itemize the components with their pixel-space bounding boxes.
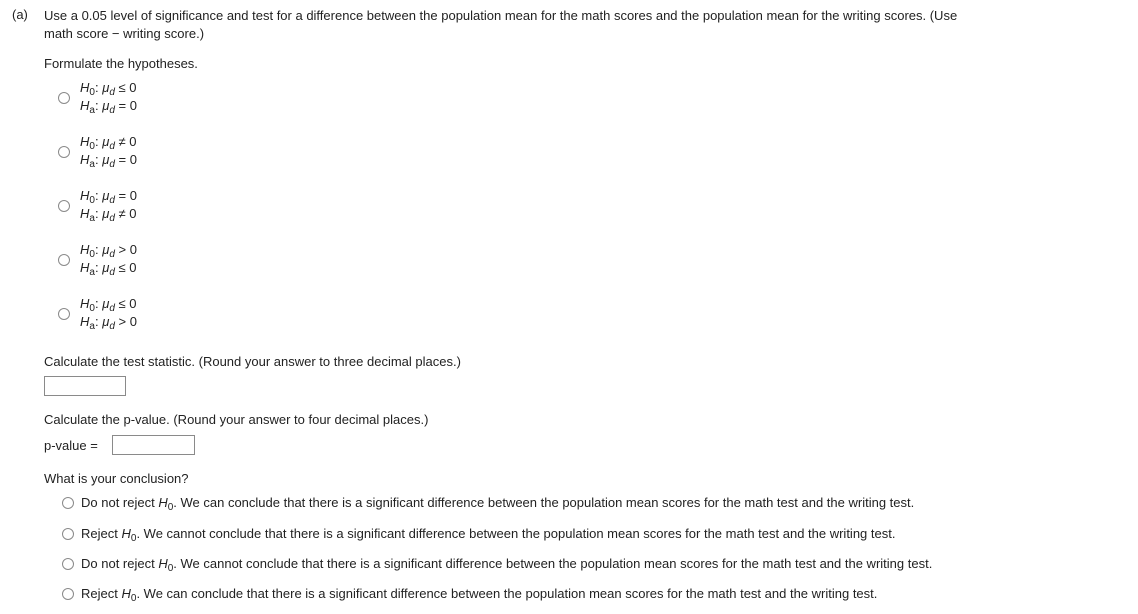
h0-relation: ≤ 0	[118, 296, 137, 311]
alt-hypothesis-5: $H_a$: $\mu_d > 0$	[80, 314, 137, 332]
ha-relation: ≤ 0	[118, 260, 137, 275]
hypotheses-label: Formulate the hypotheses.	[44, 56, 198, 71]
conclusion-text-1	[81, 495, 915, 513]
conclusion-text-3	[81, 556, 933, 574]
conclusion-text-4	[81, 586, 878, 604]
d-subscript: d	[109, 303, 115, 314]
hypothesis-radio-2[interactable]	[58, 146, 70, 158]
hypothesis-radio-4[interactable]	[58, 254, 70, 266]
h0-symbol: H	[80, 134, 90, 149]
conclusion-lead: Reject	[81, 526, 118, 541]
h0-subscript: 0	[89, 195, 95, 206]
d-subscript: d	[109, 159, 115, 170]
h0-symbol: H	[80, 80, 90, 95]
conclusion-radio-4[interactable]	[62, 588, 74, 600]
h0-relation: ≤ 0	[118, 80, 137, 95]
mu-symbol: μ	[102, 314, 110, 329]
ha-relation: ≠ 0	[118, 206, 137, 221]
mu-symbol: μ	[102, 152, 110, 167]
question-intro-line-2: math score − writing score.)	[44, 26, 205, 41]
ha-subscript: a	[89, 105, 95, 116]
p-value-input[interactable]	[112, 435, 195, 455]
conclusion-lead: Do not reject	[81, 556, 155, 571]
mu-symbol: μ	[102, 98, 110, 113]
conclusion-rest: . We cannot conclude that there is a significant difference between the population mean scores for the math test and the writing test.	[136, 526, 896, 541]
h0-symbol: H	[80, 188, 90, 203]
h0-relation: = 0	[118, 188, 137, 203]
ha-subscript: a	[89, 267, 95, 278]
null-hypothesis-5: $H_0$: $\mu_d \le 0$	[80, 296, 137, 314]
h0-symbol: H	[80, 296, 90, 311]
conclusion-radio-1[interactable]	[62, 497, 74, 509]
h0-subscript: 0	[89, 303, 95, 314]
conclusion-lead: Reject	[81, 586, 118, 601]
ha-subscript: a	[89, 159, 95, 170]
ha-symbol: H	[80, 152, 90, 167]
conclusion-radio-2[interactable]	[62, 528, 74, 540]
h0-subscript: 0	[167, 502, 174, 513]
ha-relation: = 0	[118, 98, 137, 113]
mu-symbol: μ	[102, 134, 110, 149]
hypothesis-option-4[interactable]	[58, 242, 258, 286]
hypothesis-option-2[interactable]	[58, 134, 258, 178]
mu-symbol: μ	[102, 188, 110, 203]
alt-hypothesis-1: $H_a$: $\mu_d = 0$	[80, 98, 137, 116]
ha-symbol: H	[80, 260, 90, 275]
d-subscript: d	[109, 267, 115, 278]
null-hypothesis-4: $H_0$: $\mu_d > 0$	[80, 242, 137, 260]
conclusion-rest: . We can conclude that there is a significant difference between the population mean scores for the math test and the writing test.	[173, 495, 915, 510]
d-subscript: d	[109, 213, 115, 224]
h0-subscript: 0	[89, 249, 95, 260]
ha-relation: > 0	[118, 314, 137, 329]
mu-symbol: μ	[102, 80, 110, 95]
h0-subscript: 0	[130, 593, 137, 604]
h0-symbol: H	[80, 242, 90, 257]
d-subscript: d	[109, 105, 115, 116]
alt-hypothesis-3: $H_a$: $\mu_d \ne 0$	[80, 206, 137, 224]
h0-symbol: H	[121, 526, 131, 541]
alt-hypothesis-2: $H_a$: $\mu_d = 0$	[80, 152, 137, 170]
hypothesis-radio-3[interactable]	[58, 200, 70, 212]
question-intro	[44, 7, 1124, 43]
h0-relation: ≠ 0	[118, 134, 137, 149]
p-value-field-label: p-value =	[44, 438, 98, 453]
ha-symbol: H	[80, 98, 90, 113]
mu-symbol: μ	[102, 206, 110, 221]
h0-symbol: H	[121, 586, 131, 601]
h0-subscript: 0	[89, 87, 95, 98]
h0-symbol: H	[158, 495, 168, 510]
conclusion-rest: . We cannot conclude that there is a significant difference between the population mean scores for the math test and the writing test.	[173, 556, 933, 571]
mu-symbol: μ	[102, 296, 110, 311]
d-subscript: d	[109, 195, 115, 206]
conclusion-lead: Do not reject	[81, 495, 155, 510]
part-label: (a)	[12, 7, 28, 22]
conclusion-text-2	[81, 526, 896, 544]
h0-subscript: 0	[130, 533, 137, 544]
d-subscript: d	[109, 141, 115, 152]
d-subscript: d	[109, 321, 115, 332]
ha-symbol: H	[80, 206, 90, 221]
null-hypothesis-1: $H_0$: $\mu_d \le 0$	[80, 80, 137, 98]
h0-symbol: H	[158, 556, 168, 571]
d-subscript: d	[109, 87, 115, 98]
mu-symbol: μ	[102, 260, 110, 275]
question-intro-line-1: Use a 0.05 level of significance and test for a difference between the population mean for the math scores and the population mean for the writing scores. (Use	[44, 8, 958, 23]
test-statistic-input[interactable]	[44, 376, 126, 396]
conclusion-radio-3[interactable]	[62, 558, 74, 570]
ha-subscript: a	[89, 213, 95, 224]
d-subscript: d	[109, 249, 115, 260]
ha-subscript: a	[89, 321, 95, 332]
conclusion-rest: . We can conclude that there is a significant difference between the population mean scores for the math test and the writing test.	[136, 586, 878, 601]
hypothesis-option-1[interactable]	[58, 80, 258, 124]
hypothesis-radio-1[interactable]	[58, 92, 70, 104]
null-hypothesis-3: $H_0$: $\mu_d = 0$	[80, 188, 137, 206]
h0-subscript: 0	[89, 141, 95, 152]
null-hypothesis-2: $H_0$: $\mu_d \ne 0$	[80, 134, 137, 152]
hypothesis-option-3[interactable]	[58, 188, 258, 232]
mu-symbol: μ	[102, 242, 110, 257]
ha-symbol: H	[80, 314, 90, 329]
alt-hypothesis-4: $H_a$: $\mu_d \le 0$	[80, 260, 137, 278]
h0-subscript: 0	[167, 563, 174, 574]
h0-relation: > 0	[118, 242, 137, 257]
ha-relation: = 0	[118, 152, 137, 167]
test-statistic-label: Calculate the test statistic. (Round your answer to three decimal places.)	[44, 354, 461, 369]
hypothesis-radio-5[interactable]	[58, 308, 70, 320]
conclusion-label: What is your conclusion?	[44, 471, 189, 486]
p-value-label: Calculate the p-value. (Round your answer to four decimal places.)	[44, 412, 429, 427]
hypothesis-option-5[interactable]	[58, 296, 258, 340]
